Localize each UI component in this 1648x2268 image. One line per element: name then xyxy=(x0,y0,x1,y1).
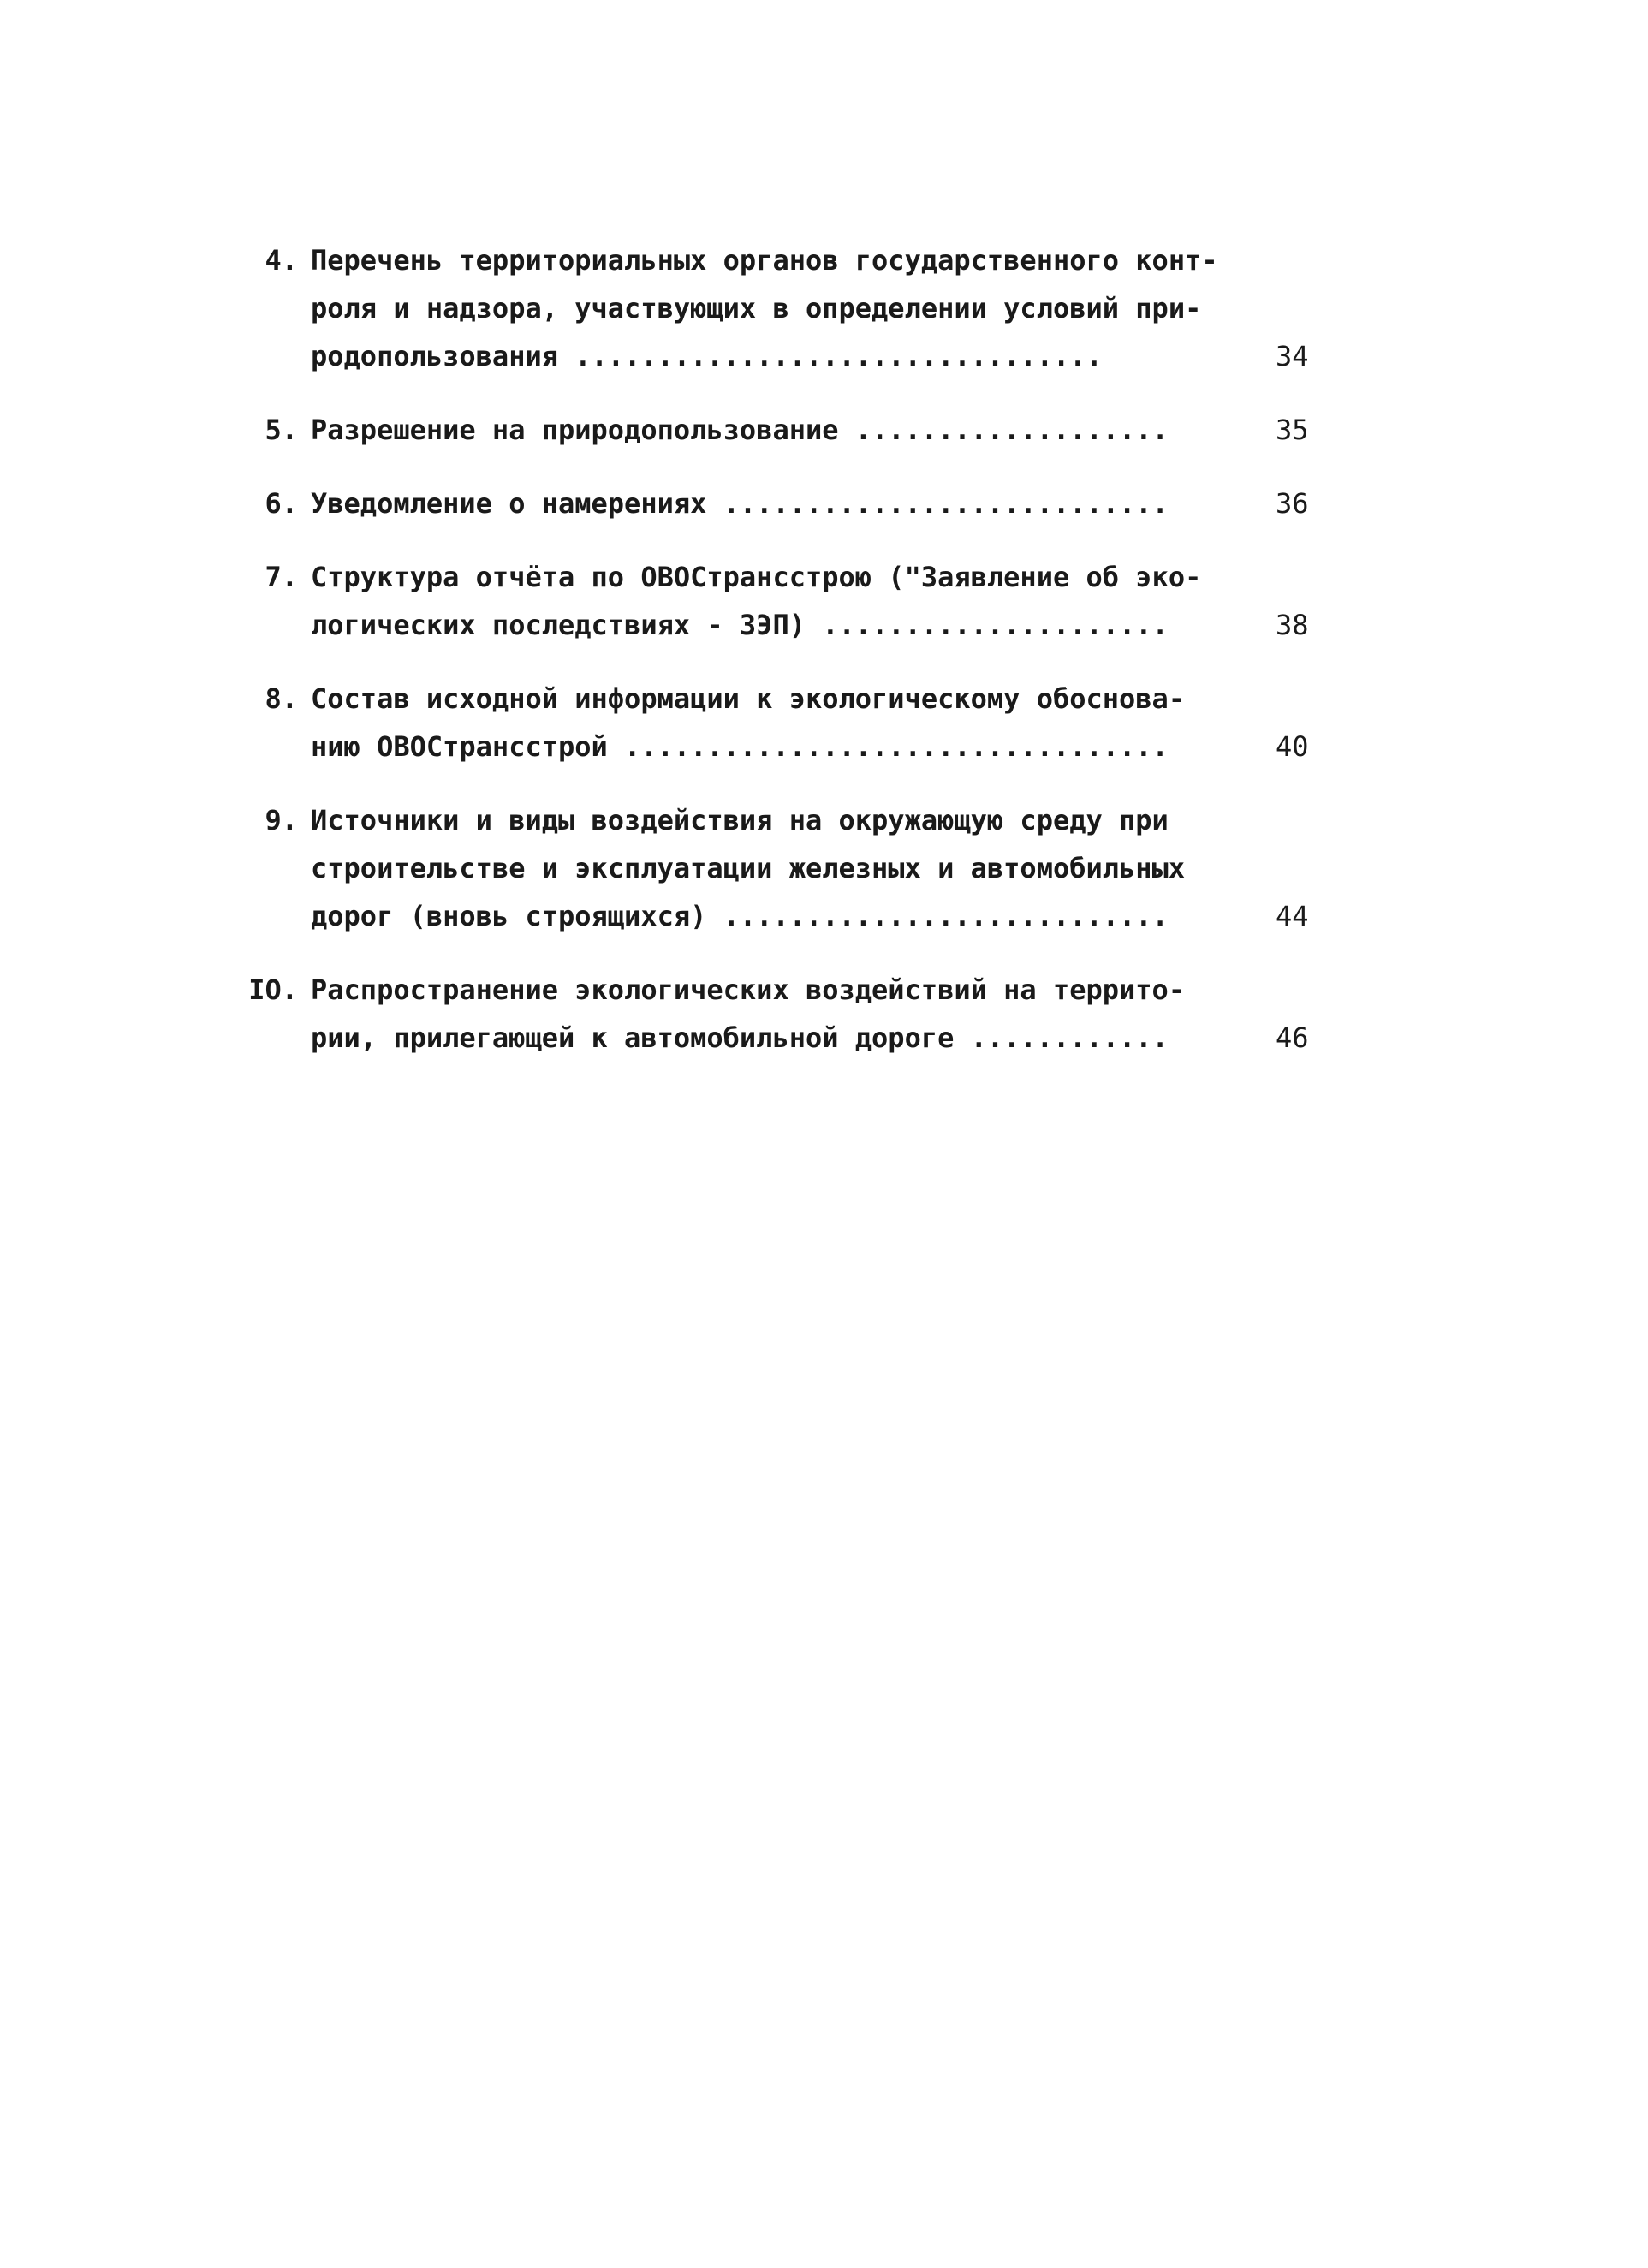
toc-entry xyxy=(231,479,1344,527)
toc-entry xyxy=(231,553,1344,649)
toc-entry-title-line: Разрешение на природопользование ................... xyxy=(311,414,1169,446)
toc-entry-number: 5. xyxy=(265,414,298,446)
toc-entry-title-line: Распространение экологических воздействий на террито- xyxy=(311,973,1186,1006)
toc-entry-title xyxy=(311,236,1235,380)
toc-entry-page-number: 44 xyxy=(1276,900,1309,932)
table-of-contents xyxy=(231,236,1344,1087)
toc-entry-page-number: 35 xyxy=(1276,414,1309,446)
toc-entry-title-line: строительстве и эксплуатации железных и автомобильных xyxy=(311,852,1186,884)
toc-entry-number: 7. xyxy=(265,561,298,593)
toc-entry-title-line: роля и надзора, участвующих в определении условий при- xyxy=(311,292,1202,324)
toc-entry-title-line: логических последствиях - ЗЭП) ..................... xyxy=(311,609,1169,641)
toc-entry-title xyxy=(311,479,1235,527)
toc-entry-title-line: родопользования ................................ xyxy=(311,340,1103,372)
toc-entry-title xyxy=(311,406,1235,454)
toc-entry-page-number: 34 xyxy=(1276,340,1309,372)
toc-entry xyxy=(231,236,1344,380)
toc-entry xyxy=(231,406,1344,454)
toc-entry-page-number: 46 xyxy=(1276,1021,1309,1054)
toc-entry xyxy=(231,966,1344,1062)
toc-entry xyxy=(231,796,1344,940)
toc-entry-title-line: дорог (вновь строящихся) ........................... xyxy=(311,900,1169,932)
toc-entry-title-line: Состав исходной информации к экологическому обоснова- xyxy=(311,682,1186,715)
toc-entry-title-line: Уведомление о намерениях ........................... xyxy=(311,487,1169,520)
toc-entry-title-line: Структура отчёта по ОВОСтрансстрою ("Заявление об эко- xyxy=(311,561,1202,593)
toc-entry-title xyxy=(311,796,1235,940)
toc-entry-page-number: 36 xyxy=(1276,487,1309,520)
toc-entry-page-number: 40 xyxy=(1276,730,1309,763)
toc-entry-title xyxy=(311,966,1235,1062)
toc-entry-page-number: 38 xyxy=(1276,609,1309,641)
toc-entry-number: 9. xyxy=(265,804,298,836)
toc-entry xyxy=(231,675,1344,771)
toc-entry-title-line: рии, прилегающей к автомобильной дороге ............ xyxy=(311,1021,1169,1054)
toc-entry-number: 6. xyxy=(265,487,298,520)
toc-entry-number: IO. xyxy=(248,973,298,1006)
toc-entry-title-line: Источники и виды воздействия на окружающую среду при xyxy=(311,804,1169,836)
toc-entry-number: 8. xyxy=(265,682,298,715)
toc-entry-number: 4. xyxy=(265,244,298,277)
toc-entry-title xyxy=(311,675,1235,771)
toc-entry-title-line: Перечень территориальных органов государственного конт- xyxy=(311,244,1218,277)
toc-entry-title xyxy=(311,553,1235,649)
toc-entry-title-line: нию ОВОСтрансстрой ................................. xyxy=(311,730,1169,763)
